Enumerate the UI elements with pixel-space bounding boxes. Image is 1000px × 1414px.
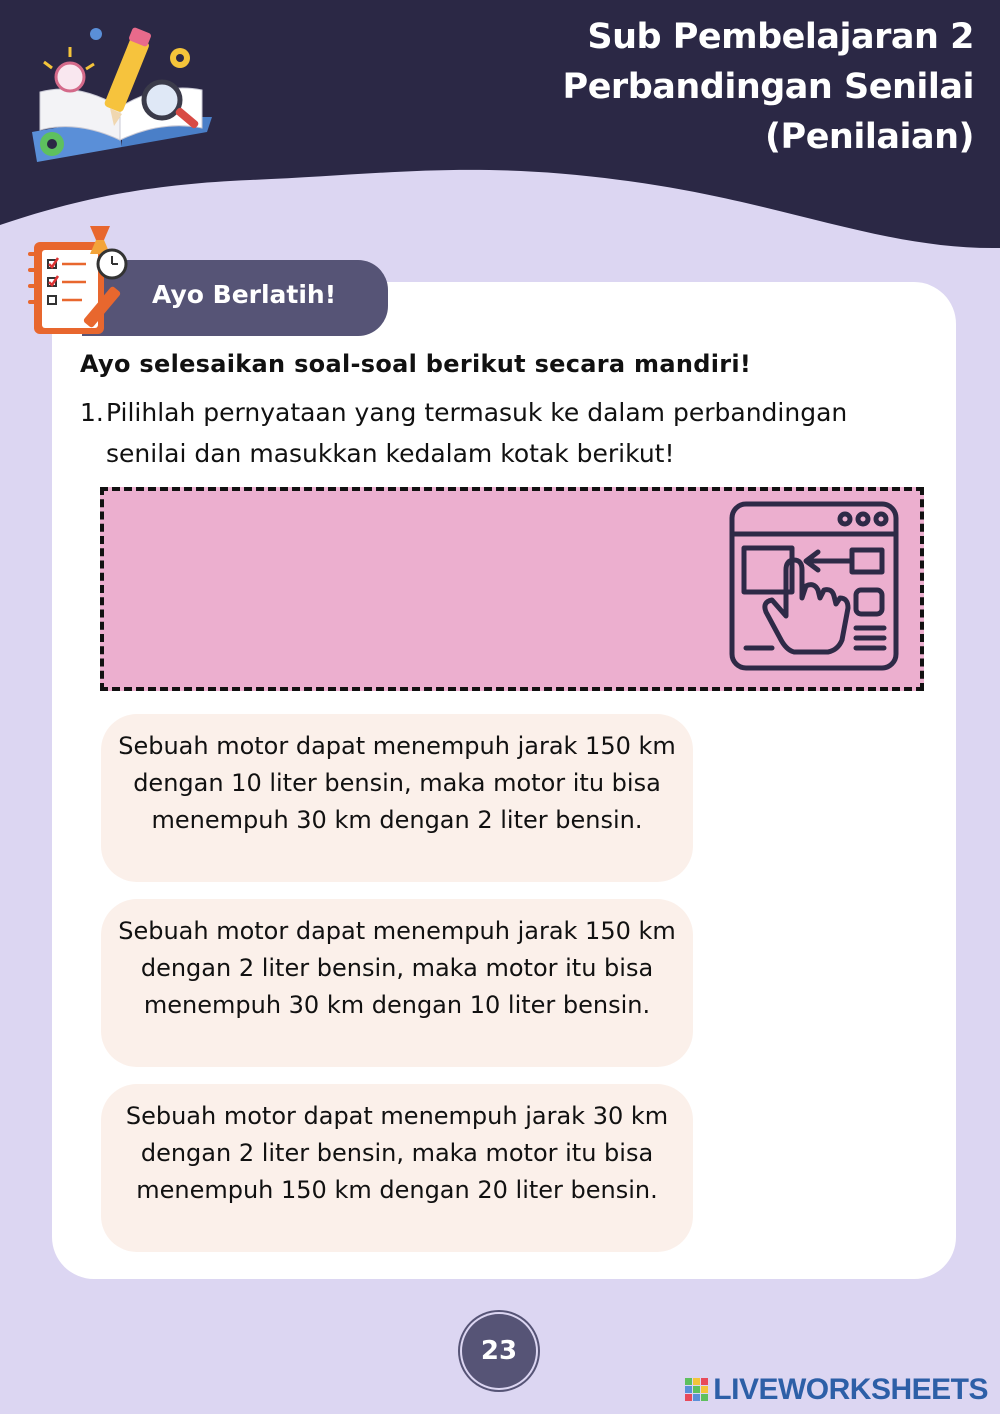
drag-and-drop-icon	[728, 500, 900, 672]
answer-option-3[interactable]: Sebuah motor dapat menempuh jarak 30 km dengan 2 liter bensin, maka motor itu bisa menempuh 150 km dengan 20 liter bensin.	[101, 1084, 693, 1252]
liveworksheets-brand[interactable]	[685, 1373, 988, 1407]
question-line-2: senilai dan masukkan kedalam kotak berikut!	[106, 439, 675, 468]
instruction-text: Ayo selesaikan soal-soal berikut secara mandiri!	[80, 350, 752, 378]
answer-option-1[interactable]: Sebuah motor dapat menempuh jarak 150 km dengan 10 liter bensin, maka motor itu bisa menempuh 30 km dengan 2 liter bensin.	[101, 714, 693, 882]
title-line-3: (Penilaian)	[765, 117, 974, 157]
brand-text: LIVEWORKSHEETS	[713, 1373, 988, 1406]
learning-illustration-icon	[22, 22, 222, 167]
page-number-badge: 23	[462, 1314, 536, 1388]
section-tab-label: Ayo Berlatih!	[152, 280, 337, 309]
page-title	[414, 12, 974, 162]
title-line-1: Sub Pembelajaran 2	[587, 17, 974, 57]
liveworksheets-logo-icon	[685, 1378, 709, 1402]
question-1	[80, 392, 940, 474]
answer-option-2[interactable]: Sebuah motor dapat menempuh jarak 150 km dengan 2 liter bensin, maka motor itu bisa menempuh 30 km dengan 10 liter bensin.	[101, 899, 693, 1067]
checklist-clipboard-icon	[24, 222, 136, 340]
question-line-1: Pilihlah pernyataan yang termasuk ke dalam perbandingan	[106, 398, 848, 427]
title-line-2: Perbandingan Senilai	[562, 67, 974, 107]
question-number: 1.	[80, 398, 104, 427]
